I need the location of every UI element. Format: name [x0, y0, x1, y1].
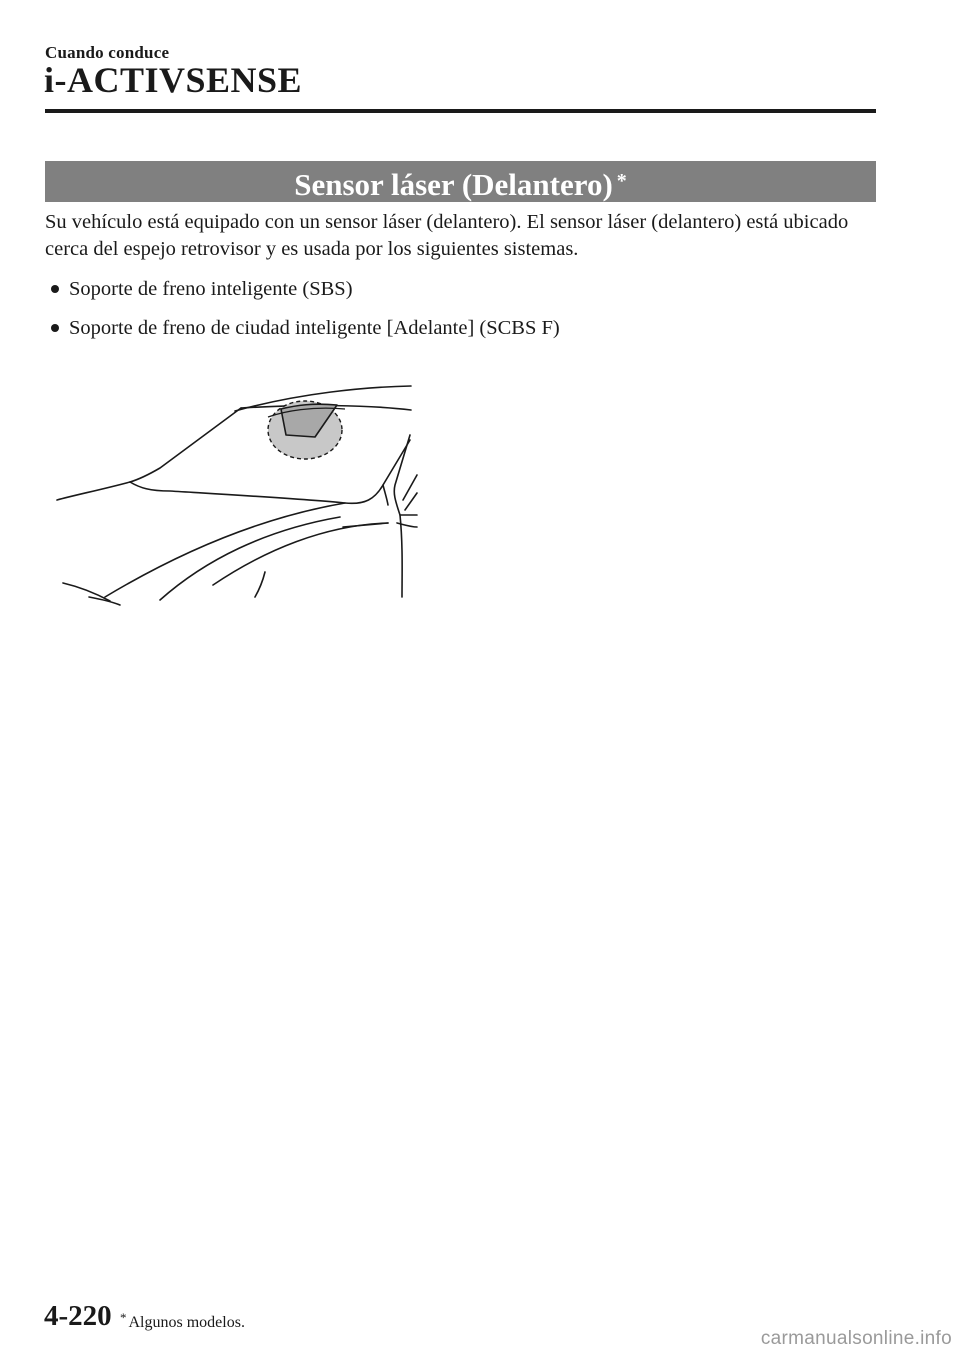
section-header: Cuando conduce [45, 43, 170, 62]
bullet-icon [51, 324, 59, 332]
section-title: Sensor láser (Delantero) [294, 167, 613, 202]
header-divider [45, 109, 876, 113]
systems-list [45, 276, 560, 354]
footnote [120, 1307, 245, 1334]
chapter-title: i-ACTIVSENSE [44, 60, 303, 100]
windshield-sensor-illustration [45, 375, 425, 610]
list-item-text: Soporte de freno de ciudad inteligente [Adelante] (SCBS F) [69, 317, 560, 339]
section-title-bar [45, 161, 876, 202]
list-item [45, 276, 560, 303]
page-number: 4-220 [44, 1300, 112, 1332]
footnote-star: * [120, 1310, 127, 1325]
bullet-icon [51, 285, 59, 293]
list-item [45, 315, 560, 342]
site-watermark: carmanualsonline.info [760, 1328, 952, 1349]
list-item-text: Soporte de freno inteligente (SBS) [69, 278, 353, 300]
intro-paragraph: Su vehículo está equipado con un sensor láser (delantero). El sensor láser (delantero) está ubicado cerca del espejo retrovisor y es usada por los siguientes sistemas. [45, 211, 849, 260]
optional-equipment-star: * [616, 170, 627, 192]
footnote-text: Algunos modelos. [128, 1314, 245, 1331]
